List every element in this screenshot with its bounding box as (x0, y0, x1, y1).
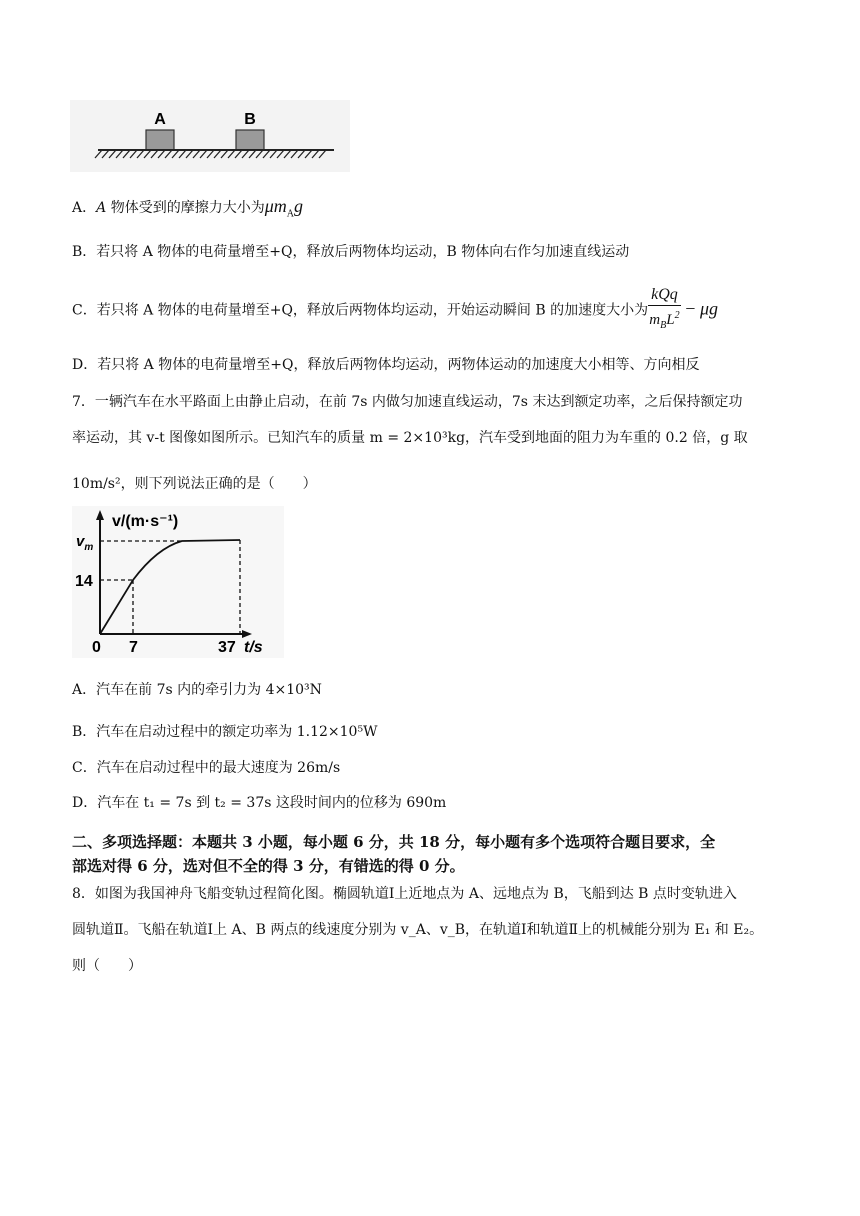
block-b (236, 130, 264, 150)
block-b-label: B (244, 111, 256, 128)
x-tick-37: 37 (218, 639, 236, 656)
q6-option-b: B．若只将 A 物体的电荷量增至+Q，释放后两物体均运动，B 物体向右作匀加速直线运动 (72, 244, 630, 260)
q6-option-c: C．若只将 A 物体的电荷量增至+Q，释放后两物体均运动，开始运动瞬间 B 的加速度大小为 $\frac{\text{kQq}}{m_BL^2}$ − μg (72, 285, 718, 336)
acceleration-fraction: $\frac{\text{kQq}}{m_BL^2}$ (649, 286, 680, 331)
q7-stem-line1: 7．一辆汽车在水平路面上由静止启动，在前 7s 内做匀加速直线运动，7s 末达到额定功率，之后保持额定功 (72, 394, 743, 410)
x-tick-0: 0 (92, 639, 101, 656)
q6-option-a: A．A 物体受到的摩擦力大小为$\mu m_Ag$ (72, 196, 303, 220)
q7-stem-line3: 10m/s²，则下列说法正确的是（ ） (72, 476, 317, 492)
q7-option-a: A．汽车在前 7s 内的牵引力为 4×10³N (72, 682, 322, 698)
x-tick-7: 7 (129, 639, 138, 656)
section2-heading-line2: 部选对得 6 分，选对但不全的得 3 分，有错选的得 0 分。 (72, 857, 465, 875)
y-tick-14: 14 (75, 573, 93, 590)
y-axis-label: v/(m·s⁻¹) (112, 513, 179, 530)
block-a-label: A (154, 111, 166, 128)
two-blocks-figure (70, 100, 350, 172)
q6-option-d: D．若只将 A 物体的电荷量增至+Q，释放后两物体均运动，两物体运动的加速度大小相等、方向相反 (72, 357, 700, 373)
q7-option-c: C．汽车在启动过程中的最大速度为 26m/s (72, 760, 341, 776)
q8-stem-line3: 则（ ） (72, 958, 142, 974)
x-axis-label: t/s (244, 639, 263, 656)
q7-option-d: D．汽车在 t₁ = 7s 到 t₂ = 37s 这段时间内的位移为 690m (72, 795, 447, 811)
y-tick-vm: $v_m$ (76, 533, 94, 553)
block-a (146, 130, 174, 150)
section2-heading-line1: 二、多项选择题：本题共 3 小题，每小题 6 分，共 18 分，每小题有多个选项符合题目要求，全 (72, 833, 716, 851)
vt-graph (72, 506, 284, 658)
q7-stem-line2: 率运动，其 v-t 图像如图所示。已知汽车的质量 m = 2×10³kg，汽车受到地面的阻力为车重的 0.2 倍，g 取 (72, 430, 748, 446)
q8-stem-line1: 8．如图为我国神舟飞船变轨过程简化图。椭圆轨道Ⅰ上近地点为 A、远地点为 B，飞船到达 B 点时变轨进入 (72, 886, 737, 902)
q8-stem-line2: 圆轨道Ⅱ。飞船在轨道Ⅰ上 A、B 两点的线速度分别为 v_A、v_B，在轨道Ⅰ和轨道Ⅱ上的机械能分别为 E₁ 和 E₂。 (72, 922, 764, 938)
q7-option-b: B．汽车在启动过程中的额定功率为 1.12×10⁵W (72, 724, 378, 740)
